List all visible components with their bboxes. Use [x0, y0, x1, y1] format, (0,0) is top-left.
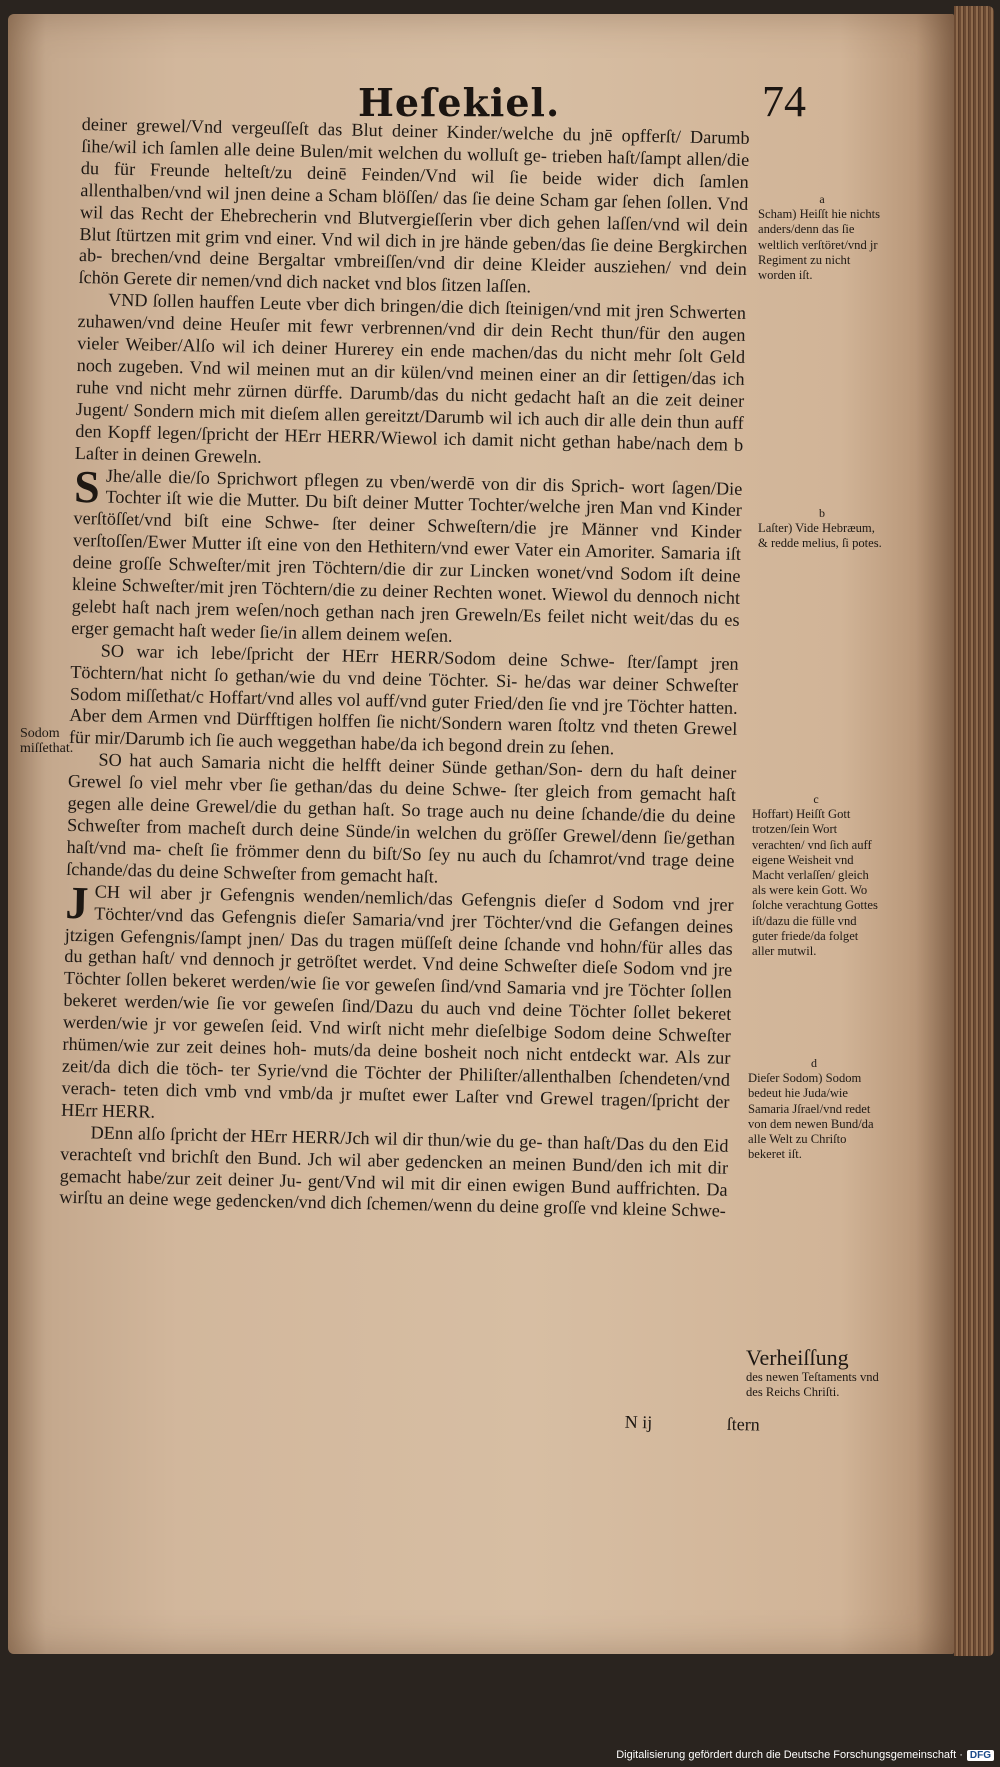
paragraph-3: SJhe/alle die/ſo Sprichwort pflegen zu vben/werdē von dir dis Sprich- wort ſagen/Die Tochter iſt wie die Mutter. Du biſt deiner Mutter Tochter/welche jren Man vnd Kinder verſtöſſet/vnd biſt eine Schwe- ſter deiner Schweſtern/die jre Männer vnd Kinder verſtoſſen/Ewer Mutter iſt eine von den Hethitern/vnd ewer Vater ein Amoriter. Samaria iſt deine groſſe Schweſter/mit jren Töchtern/die dir zur Lincken wonet/vnd Sodom iſt deine kleine Schweſter/mit jren Töchtern/die zu deiner Rechten wonet. Wiewol du dennoch nicht gelebt haſt nach jrem weſen/noch gethan nach jren Greweln/Es feilet nicht weit/das du es erger gemacht haſt weder ſie/in allem deinem weſen. [71, 460, 743, 646]
dfg-logo: DFG [967, 1750, 994, 1761]
note-text: Scham) Heiſſt hie nichts anders/denn das ſie weltlich verſtöret/vnd jr Regiment zu nicht worden iſt. [758, 207, 881, 283]
margin-note-a [758, 192, 886, 283]
note-heading: Verheiſſung [746, 1345, 849, 1370]
paragraph-1: deiner grewel/Vnd vergeuſſeſt das Blut deiner Kinder/welche du jnē opfferſt/ Darumb ſihe/wil ich ſamlen alle deine Bulen/mit welchen du wolluſt ge- trieben haſt/ſampt allen/die du für Freunde helteſt/zu deinē Feinden/Vnd wil ſie beide wider dich ſamlen allenthalben/vnd wil jnen deine a Scham blöſſen/ das ſie deine Scham gar ſehen ſollen. Vnd wil das Recht der Ehebrecherin vnd Blutvergieſſerin vber dich gehen laſſen/vnd wil dein Blut ſtürtzen mit grim vnd einer. Vnd wil dich in jre hände geben/das ſie deine Bergkirchen ab- brechen/vnd deine Bergaltar vmbreiſſen/vnd dir deine Kleider ausziehen/ vnd dein ſchön Gerete dir nemen/vnd dich nacket vnd blos ſitzen laſſen. [78, 114, 750, 297]
margin-note-b [758, 506, 886, 552]
note-text: Hoffart) Heiſſt Gott trotzen/ſein Wort verachten/ vnd ſich auff eigene Weisheit vnd Macht verlaſſen/ gleich als were kein Gott. Wo ſolche verachtung Gottes iſt/dazu die fülle vnd guter friede/da folget aller mutwil. [752, 807, 878, 959]
signature-mark: N ij [624, 1411, 653, 1433]
credit-text: Digitalisierung gefördert durch die Deutsche Forschungsgemeinschaft · [616, 1749, 963, 1761]
paragraph-7: DEnn alſo ſpricht der HErr HERR/Jch wil dir thun/wie du ge- than haſt/Das du den Eid verachteſt vnd brichſt den Bund. Jch wil aber gedencken an meinen Bund/den ich mit dir gemacht habe/zur zeit deiner Ju- gent/Vnd wil mit dir einen ewigen Bund auffrichten. Da wirſtu an deine wege gedencken/vnd dich ſchemen/wenn du deine groſſe vnd kleine Schwe- [59, 1122, 729, 1222]
margin-note-e [746, 1346, 886, 1400]
note-mark: c [813, 792, 819, 806]
margin-note-c [752, 792, 880, 959]
paragraph-2: VND ſollen hauffen Leute vber dich bringen/die dich ſteinigen/vnd mit jren Schwerten zuhawen/vnd deine Heuſer mit fewr verbrennen/vnd dir dein Recht thun/für den augen vieler Weiber/Alſo wil ich deiner Hurerey ein ende machen/das du nicht mehr ſolt Geld noch zugeben. Vnd wil meinen mut an dir külen/vnd meinen einer an dir ſettigen/das ich ruhe vnd nicht mehr zürnen dürffe. Darumb/das du nicht gedacht haſt an die zeit deiner Jugent/ Sondern mich mit dieſem allen gereitzt/Darumb wil ich auch dir alle dein thun auff den Kopff legen/ſpricht der HErr HERR/Wiewol ich damit nicht gethan habe/nach dem b Laſter in deinen Greweln. [74, 289, 747, 467]
note-text: Dieſer Sodom) Sodom bedeut hie Juda/wie Samaria Jſrael/vnd redet von dem newen Bund/da alle Welt zu Chriſto bekeret iſt. [748, 1071, 874, 1162]
page-edge [954, 6, 994, 1656]
note-mark: d [811, 1056, 817, 1070]
running-title: Heſekiel. [358, 80, 561, 125]
note-text: des newen Teſtaments vnd des Reichs Chriſti. [746, 1370, 879, 1400]
note-mark: a [819, 192, 825, 206]
note-text: Laſter) Vide Hebræum, & redde melius, ſi potes. [758, 521, 882, 551]
paragraph-5: SO hat auch Samaria nicht die helfft deiner Sünde gethan/Son- dern du haſt deiner Grewel ſo viel mehr vber ſie gethan/das du deine Schwe- ſter gleich from gemacht haſt gegen alle deine Grewel/die du gethan haſt. So trage auch nu deine ſchande/die du deine Schweſter from macheſt durch deine Sünde/in welchen du gröſſer Grewel/denn ſie/gethan haſt/vnd ma- cheſt ſie frömmer denn du biſt/So ſey nu auch du ſchamrot/vnd trage deine ſchande/das du deine Schweſter from gemacht haſt. [65, 749, 737, 887]
paragraph-6: JCH wil aber jr Gefengnis wenden/nemlich/das Gefengnis dieſer d Sodom vnd jrer Töchter/vnd das Gefengnis dieſer Samaria/vnd jrer Töchter/vnd die Gefangen deines jtzigen Gefengnis/ſampt jnen/ Das du tragen müſſeſt deine ſchande vnd hohn/für alles das du gethan haſt/ vnd dennoch jr getröſtet werdet. Vnd deine Schweſter dieſe Sodom vnd jre Töchter ſollen bekeret werden/wie ſie vor geweſen ſind/vnd Samaria vnd jre Töchter ſollen bekeret werden/wie ſie vor geweſen ſind/Dazu du auch vnd deine Töchter ſollet bekeret werden/wie jr vor geweſen ſeid. Vnd wirſt nicht mehr dieſelbige Sodom deine Schweſter rhümen/wie zur zeit deines hoh- muts/da deine bosheit noch nicht entdeckt war. Als zur zeit/da dich die töch- ter Syrie/vnd die Töchter der Philiſter/allenthalben ſchendeten/vnd verach- teten dich vmb vnd vmb/da jr muſtet ewer Laſter vnd Grewel tragen/ſpricht der HErr HERR. [60, 876, 734, 1122]
left-margin-note: Sodom miſſethat. [20, 726, 74, 756]
margin-note-d [748, 1056, 880, 1162]
digitization-credit [616, 1749, 994, 1761]
page-number: 74 [762, 77, 806, 126]
paragraph-4: SO war ich lebe/ſpricht der HErr HERR/Sodom deine Schwe- ſter/ſampt jren Töchtern/hat nicht ſo gethan/wie du vnd deine Töchter. Si- he/das war deiner Schweſter Sodom miſſethat/c Hoffart/vnd alles vol auff/vnd guter Fried/den ſie vnd jre Töchter hatten. Aber dem Armen vnd Dürfftigen holffen ſie nicht/Sondern waren ſtoltz vnd theten Grewel für mir/Darumb ich ſie auch weggethan habe/da ich begond drein zu ſehen. [68, 640, 739, 759]
catchword: ſtern [726, 1413, 760, 1435]
main-text-column [59, 114, 750, 1223]
note-mark: b [819, 506, 825, 520]
